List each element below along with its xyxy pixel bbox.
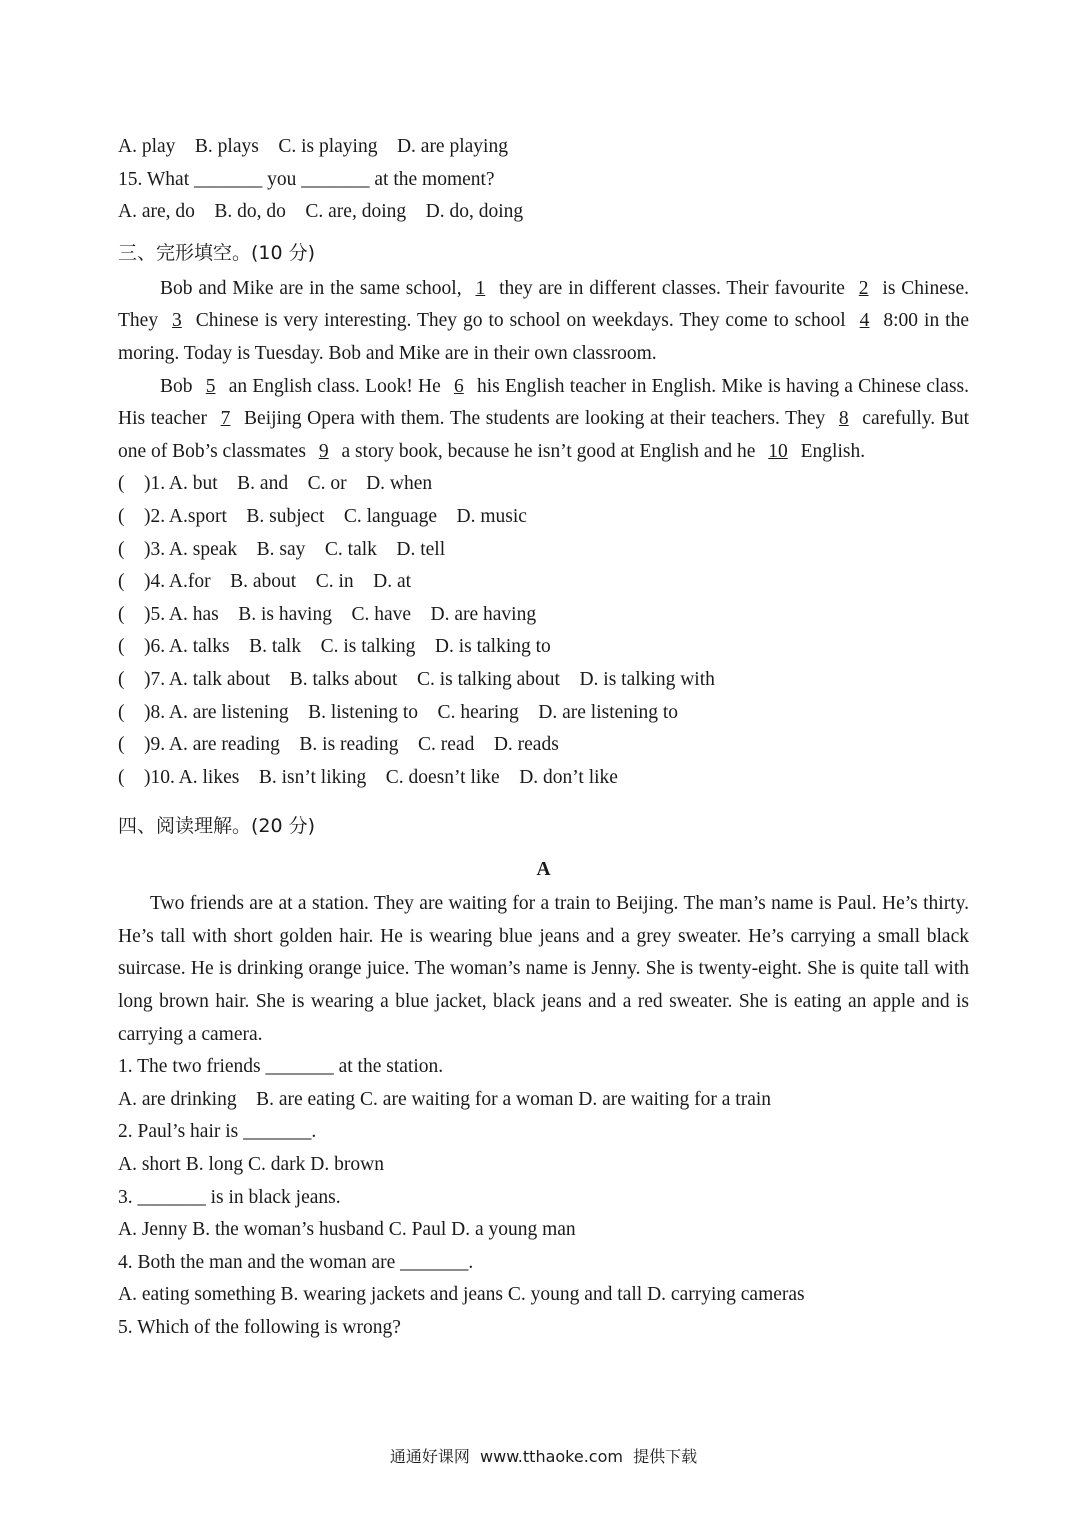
- reading-item: A. short B. long C. dark D. brown: [118, 1154, 384, 1176]
- blank-8: 8: [838, 408, 849, 430]
- reading-item: A. eating something B. wearing jackets and jeans C. young and tall D. carrying cameras: [118, 1284, 805, 1306]
- answer-paren: (: [118, 603, 125, 625]
- answer-paren: (: [118, 701, 125, 723]
- blank-4: 4: [859, 310, 870, 332]
- answer-paren: (: [118, 571, 125, 593]
- section-3-title: 三、完形填空。(10 分): [118, 241, 316, 264]
- reading-item: 1. The two friends _______ at the station.: [118, 1056, 444, 1078]
- reading-item: 5. Which of the following is wrong?: [118, 1317, 401, 1338]
- blank-6: 6: [454, 375, 464, 397]
- answer-paren: (: [118, 636, 125, 658]
- blank-2: 2: [858, 277, 869, 299]
- exam-page-content: [118, 131, 969, 1345]
- cloze-question: ( )10. A. likes B. isn’t liking C. doesn’t like D. don’t like: [118, 762, 969, 795]
- blank-7: 7: [220, 408, 231, 430]
- cloze-question: ( )6. A. talks B. talk C. is talking D. is talking to: [118, 631, 969, 664]
- cloze-question: ( )7. A. talk about B. talks about C. is talking about D. is talking with: [118, 664, 969, 697]
- cloze-question: ( )1. A. but B. and C. or D. when: [118, 468, 969, 501]
- answer-paren: (: [118, 473, 125, 495]
- cloze-question: ( )8. A. are listening B. listening to C. hearing D. are listening to: [118, 697, 969, 730]
- blank-1: 1: [475, 277, 486, 299]
- cloze-question-list: [118, 468, 969, 794]
- blank-3: 3: [172, 310, 182, 332]
- blank-9: 9: [318, 440, 329, 462]
- reading-question-list: [118, 1051, 969, 1344]
- cloze-paragraph-2: Bob 5 an English class. Look! He 6 his English teacher in English. Mike is having a Chinese class. His teacher 7 Beijing Opera with them. The students are looking at their teachers. They 8 carefully. But one of Bob’s classmates 9 a story book, because he isn’t good at English and he 10 English.: [118, 375, 969, 462]
- q15-question: 15. What _______ you _______ at the moment?: [118, 168, 495, 190]
- blank-10: 10: [768, 440, 788, 462]
- answer-paren: (: [118, 538, 125, 560]
- q14-options: A. play B. plays C. is playing D. are playing: [118, 136, 508, 157]
- cloze-question: ( )2. A.sport B. subject C. language D. music: [118, 501, 969, 534]
- answer-paren: (: [118, 668, 125, 690]
- q15-options: A. are, do B. do, do C. are, doing D. do, doing: [118, 201, 524, 223]
- answer-paren: (: [118, 734, 125, 756]
- cloze-question: ( )9. A. are reading B. is reading C. read D. reads: [118, 729, 969, 762]
- cloze-question: ( )3. A. speak B. say C. talk D. tell: [118, 534, 969, 567]
- reading-item: 4. Both the man and the woman are _______.: [118, 1251, 474, 1273]
- cloze-question: ( )5. A. has B. is having C. have D. are having: [118, 599, 969, 632]
- answer-paren: (: [118, 505, 125, 527]
- reading-item: 2. Paul’s hair is _______.: [118, 1121, 317, 1143]
- reading-item: A. are drinking B. are eating C. are waiting for a woman D. are waiting for a train: [118, 1088, 772, 1110]
- page-footer: 通通好课网 www.tthaoke.com 提供下载: [389, 1447, 698, 1466]
- answer-paren: (: [118, 766, 125, 788]
- reading-item: 3. _______ is in black jeans.: [118, 1186, 341, 1208]
- cloze-question: ( )4. A.for B. about C. in D. at: [118, 566, 969, 599]
- reading-passage: Two friends are at a station. They are waiting for a train to Beijing. The man’s name is Paul. He’s thirty. He’s tall with short golden hair. He is wearing blue jeans and a grey sweater. He’s carrying a small black suircase. He is drinking orange juice. The woman’s name is Jenny. She is twenty-eight. She is quite tall with long brown hair. She is wearing a blue jacket, black jeans and a red sweater. She is eating an apple and is carrying a camera.: [118, 893, 969, 1045]
- blank-5: 5: [205, 375, 216, 397]
- passage-label: A: [536, 859, 551, 881]
- reading-item: A. Jenny B. the woman’s husband C. Paul D. a young man: [118, 1219, 576, 1241]
- section-4-title: 四、阅读理解。(20 分): [118, 815, 316, 838]
- cloze-paragraph-1: Bob and Mike are in the same school, 1 they are in different classes. Their favourite 2 is Chinese. They 3 Chinese is very interesting. They go to school on weekdays. They come to school 4 8:00 in the moring. Today is Tuesday. Bob and Mike are in their own classroom.: [118, 277, 969, 364]
